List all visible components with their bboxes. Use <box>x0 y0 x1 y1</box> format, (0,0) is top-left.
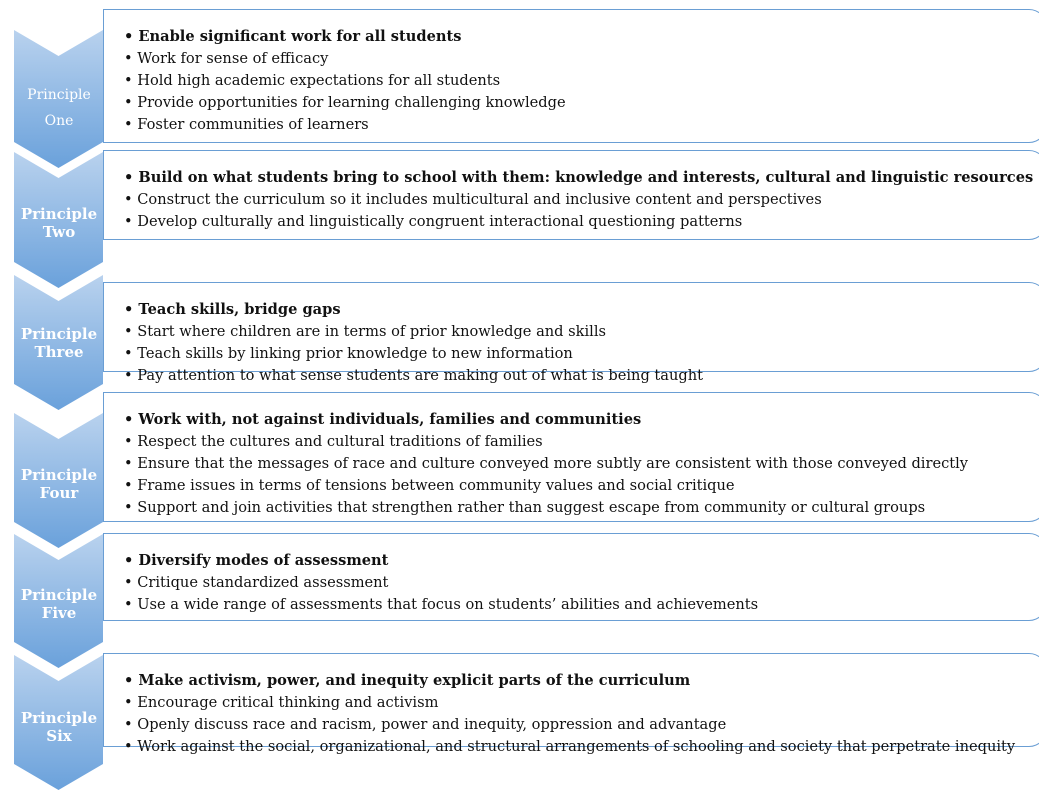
principle-bullet: • Develop culturally and linguistically congruent interactional questioning patterns <box>124 213 743 230</box>
principle-bullet: • Respect the cultures and cultural traditions of families <box>124 433 543 450</box>
principle-label-line2: Three <box>34 343 84 361</box>
principle-bullet: • Foster communities of learners <box>124 116 369 133</box>
principle-label <box>14 709 104 745</box>
principle-content-box <box>103 533 1039 621</box>
principle-content-box <box>103 150 1039 240</box>
principle-label-line1: Principle <box>27 87 91 103</box>
principle-label-line1: Principle <box>20 466 98 484</box>
principle-label-line2: One <box>44 113 74 129</box>
principle-content-box <box>103 9 1039 143</box>
principle-bullet: • Start where children are in terms of prior knowledge and skills <box>124 323 606 340</box>
principle-label-line1: Principle <box>20 325 98 343</box>
principle-heading: • Teach skills, bridge gaps <box>124 301 341 318</box>
principle-bullet: • Ensure that the messages of race and culture conveyed more subtly are consistent with those conveyed directly <box>124 455 969 472</box>
principle-bullet: • Teach skills by linking prior knowledge to new information <box>124 345 573 362</box>
principle-bullet: • Support and join activities that strengthen rather than suggest escape from community or cultural groups <box>124 499 926 516</box>
principle-bullet: • Hold high academic expectations for all students <box>124 72 501 89</box>
principle-label <box>14 586 104 622</box>
principle-label-line2: Six <box>46 727 72 745</box>
principle-label-line1: Principle <box>20 709 98 727</box>
principle-label <box>14 82 104 134</box>
principle-heading: • Make activism, power, and inequity explicit parts of the curriculum <box>124 672 691 689</box>
principle-bullet: • Critique standardized assessment <box>124 574 389 591</box>
principle-content-box <box>103 392 1039 522</box>
principle-content-box <box>103 282 1039 384</box>
principle-bullet: • Construct the curriculum so it includes multicultural and inclusive content and perspectives <box>124 191 822 208</box>
principle-bullet: • Work against the social, organizational, and structural arrangements of schooling and society that perpetrate inequity <box>124 738 1016 755</box>
principle-heading: • Build on what students bring to school with them: knowledge and interests, cultural and linguistic resources <box>124 169 1034 186</box>
principle-bullet: • Encourage critical thinking and activism <box>124 694 439 711</box>
principle-heading: • Diversify modes of assessment <box>124 552 389 569</box>
principle-label-line2: Five <box>41 604 77 622</box>
principle-bullet: • Openly discuss race and racism, power and inequity, oppression and advantage <box>124 716 727 733</box>
principle-label-line2: Two <box>42 223 76 241</box>
principle-content-box <box>103 653 1039 755</box>
principle-bullet: • Use a wide range of assessments that focus on students’ abilities and achievements <box>124 596 759 613</box>
principle-bullet: • Pay attention to what sense students are making out of what is being taught <box>124 367 703 384</box>
principle-bullet: • Work for sense of efficacy <box>124 50 329 67</box>
principle-label <box>14 205 104 241</box>
principle-label <box>14 325 104 361</box>
principle-heading: • Work with, not against individuals, families and communities <box>124 411 642 428</box>
principle-label-line2: Four <box>39 484 79 502</box>
principle-bullet: • Frame issues in terms of tensions between community values and social critique <box>124 477 735 494</box>
principle-heading: • Enable significant work for all students <box>124 28 462 45</box>
principle-label-line1: Principle <box>20 586 98 604</box>
principle-label <box>14 466 104 502</box>
principle-label-line1: Principle <box>20 205 98 223</box>
principle-bullet: • Provide opportunities for learning challenging knowledge <box>124 94 566 111</box>
